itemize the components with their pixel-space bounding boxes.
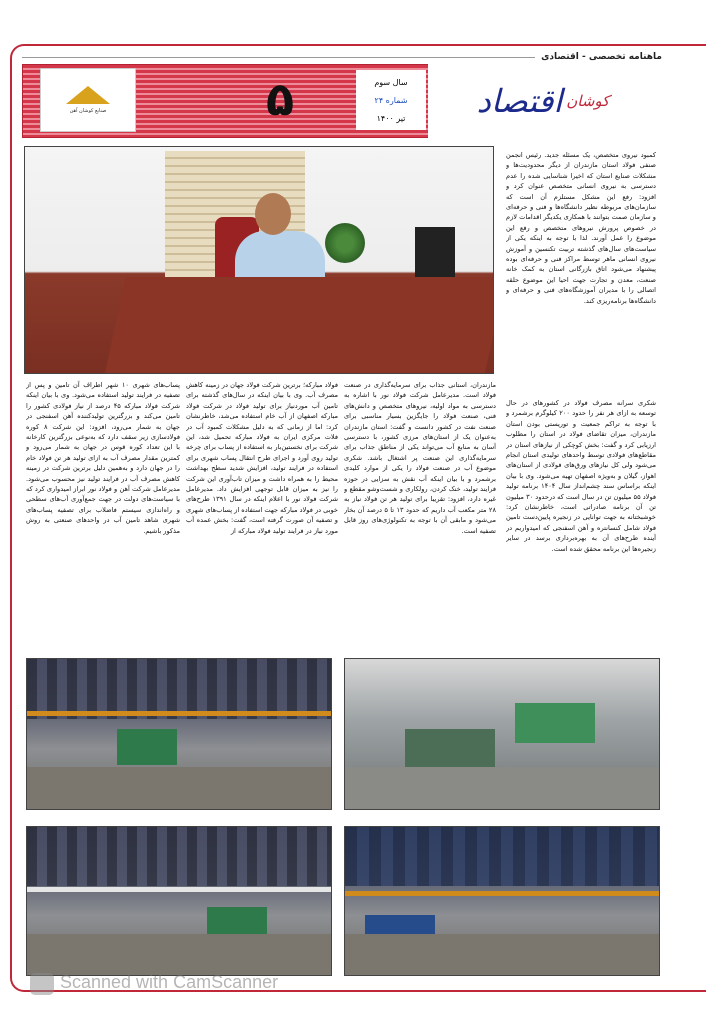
factory-floor xyxy=(27,767,331,809)
publisher-logo xyxy=(40,68,136,132)
issue-meta xyxy=(356,70,426,130)
machine xyxy=(117,729,177,765)
scanner-watermark: Scanned with CamScanner xyxy=(60,972,279,992)
column-left: پساب‌های شهری ۱۰ شهر اطراف آن تامین و پس از تصفیه در فرایند تولید استفاده می‌شود. وی با بیان اینکه شرکت فولاد مبارکه ۴۵ درصد از نیاز فولادی کشور را تامین می‌کند و بزرگترین تولیدکننده آهن اسفنجی در جهان به شمار می‌رود، افزود: این شرکت ۸ کوره فولادسازی زیر سقف دارد که به‌نوعی بزرگترین کارخانه با این تعداد کوره قوس در جهان به شمار می‌رود و کمترین مقدار مصرف آب به ازای تولید هر تن فولاد خام را در جهان دارد و به‌همین دلیل برترین شرکت در زمینه کاهش مصرف آب در فرایند تولید نیز محسوب می‌شود. مدیرعامل شرکت آهن و فولاد نور ابراز امیدواری کرد که با سیاست‌های دولت در جهت جمع‌آوری آب‌های سطحی و راه‌اندازی سیستم فاضلاب برای تصفیه پساب‌های شهری شاهد تامین آب در واحدهای صنعتی به روش مذکور باشیم. xyxy=(26,381,180,535)
magazine-kicker: ماهنامه تخصصی - اقتصادی xyxy=(541,52,662,62)
header-rule xyxy=(22,57,535,58)
camscanner-logo-icon xyxy=(30,973,54,995)
column-middle-b: فولاد مبارکه؛ برترین شرکت فولاد جهان در زمینه کاهش مصرف آب. وی با بیان اینکه در سال‌های گذشته برای تامین آب موردنیاز برای تولید فولاد در شرکت فولاد مبارکه اصفهان از آب خام استفاده می‌شد، خاطرنشان کرد: اما از زمانی که به دلیل مشکلات کمبود آب در فلات مرکزی ایران به فولاد مبارکه تحمیل شد، این شرکت برای نخستین‌بار به استفاده از پساب برای چرخه تولید روی آورد و اجرای طرح انتقال پساب شهری برای استفاده در فرایند تولید، افزایش شدید سطح بهداشت محیط را به همراه داشت و میزان تاب‌آوری این شرکت را نیز به میزان قابل توجهی افزایش داد. مدیرعامل شرکت فولاد نور با اعلام اینکه در سال ۱۳۹۱ طرح‌های خوبی در فولاد مبارکه جهت استفاده از پساب‌های شهری و تصفیه آن صورت گرفته است، گفت: بخش عمده آب مورد نیاز در فرایند تولید فولاد مبارکه از xyxy=(186,381,338,535)
factory-roof xyxy=(27,827,331,886)
factory-roof xyxy=(345,827,659,886)
column-middle-a: مازندران، استانی جذاب برای سرمایه‌گذاری در صنعت فولاد است. مدیرعامل شرکت فولاد نور با اشاره به دسترسی به مواد اولیه، نیروهای متخصص و دانش‌های فنی، صنعت فولاد را جایگزین بسیار مناسبی برای صنعت نفت در کشور دانست و گفت: استان مازندران به‌عنوان یک از استان‌های مرزی کشور، با دسترسی آسان به منابع آب می‌تواند یکی از مناطق جذاب برای سرمایه‌گذاری این صنعت پر اشتغال باشد. شکری موضوع آب در صنعت فولاد را یکی از موارد کلیدی برشمرد و با بیان اینکه آب نقش به سزایی در حوزه فرایند تولید، خنک کردن، رولکاری و شست‌وشو مقطع و غیره دارد، افزود: تقریبا برای تولید هر تن فولاد نیاز به ۲۸ متر مکعب آب داریم که حدود ۱۳ تا ۵ درصد آن بخار می‌شود و مابقی آن با توجه به تکنولوژی‌های روز قابل تصفیه است. xyxy=(344,381,496,535)
logo-caption: صنایع کوشان آهن xyxy=(69,108,107,114)
desk xyxy=(105,277,494,374)
page-number: ۵ xyxy=(266,72,295,126)
factory-photo-3 xyxy=(26,826,332,976)
interview-photo xyxy=(24,146,494,374)
plant xyxy=(325,223,365,263)
factory-photo-4 xyxy=(344,826,660,976)
factory-floor xyxy=(345,934,659,975)
factory-photo-2 xyxy=(344,658,660,810)
factory-floor xyxy=(27,934,331,975)
factory-roof xyxy=(27,659,331,719)
header-strip xyxy=(22,50,662,64)
crane-beam xyxy=(27,711,331,716)
title-sub: کوشان xyxy=(566,92,610,110)
issue-year: سال سوم xyxy=(374,77,408,87)
machine xyxy=(515,703,595,743)
issue-number-label: شماره ۲۴ xyxy=(374,95,408,105)
monitor xyxy=(415,227,455,283)
roof-icon xyxy=(66,86,110,104)
factory-floor xyxy=(345,767,659,809)
issue-date: تیر ۱۴۰۰ xyxy=(376,113,406,123)
factory-photo-1 xyxy=(26,658,332,810)
crane-beam xyxy=(345,891,659,896)
person-head xyxy=(255,193,291,235)
magazine-title xyxy=(428,64,662,138)
title-main: اقتصاد xyxy=(476,82,563,120)
column-right-top: کمبود نیروی متخصص، یک مسئله جدید. رئیس انجمن صنفی فولاد استان مازندران از دیگر محدودیت‌ها و مشکلات صنایع استان که اخیرا شناسایی شده را عدم دسترسی به نیروی انسانی متخصص عنوان کرد و افزود: رفع این مشکل مستلزم آن است که سازمان‌های مربوطه نظیر دانشگاه‌ها و فنی و حرفه‌ای و سازمان صمت بتوانند با همکاری یکدیگر اقدامات لازم در خصوص پرورش نیروهای متخصص و رفع این موضوع را عمل آورند. لذا با توجه به اینکه یکی از سیاست‌های سال‌های گذشته تربیت تکنسین و آموزش نیروی انسانی ماهر توسط مراکز فنی و حرفه‌ای بوده پیشنهاد می‌شود اتاق بازرگانی استان به کمک خانه صنعت، معدن و تجارت جهت احیا این موضوع حلقه اتصالی را با مدیران آموزشگاه‌های فنی و حرفه‌ای و دانشگاه‌ها برنامه‌ریزی کند. xyxy=(506,151,656,305)
crane-beam xyxy=(27,887,331,892)
column-right-bottom: شکری سرانه مصرف فولاد در کشورهای در حال توسعه به ازای هر نفر را حدود ۲۰۰ کیلوگرم برشمرد و با توجه به تراکم جمعیت و توریستی بودن استان مازندران، میزان تقاضای فولاد در استان را مطلوب ارزیابی کرد و گفت: بخش کوچکی از نیازهای استان در مقاطع‌های فولادی توسط واحدهای تولیدی استان انجام می‌شود ولی کل نیازهای ورق‌های فولادی از استان‌های اهواز، گیلان و به‌ویژه اصفهان تهیه می‌شود. وی با بیان اینکه براساس سند چشم‌انداز سال ۱۴۰۴ برنامه تولید فولاد ۵۵ میلیون تن در سال است که درحدود ۳۰ میلیون تن آن برنامه صادراتی است، خاطرنشان کرد: خوشبختانه به جهت توانایی در زنجیره پایین‌دست تامین فولاد شامل کنسانتره و آهن اسفنجی که امیدواریم در آینده طرح‌های آن به بهره‌برداری برسد در سایر زنجیره‌ها این برنامه محقق شده است. xyxy=(506,399,656,553)
